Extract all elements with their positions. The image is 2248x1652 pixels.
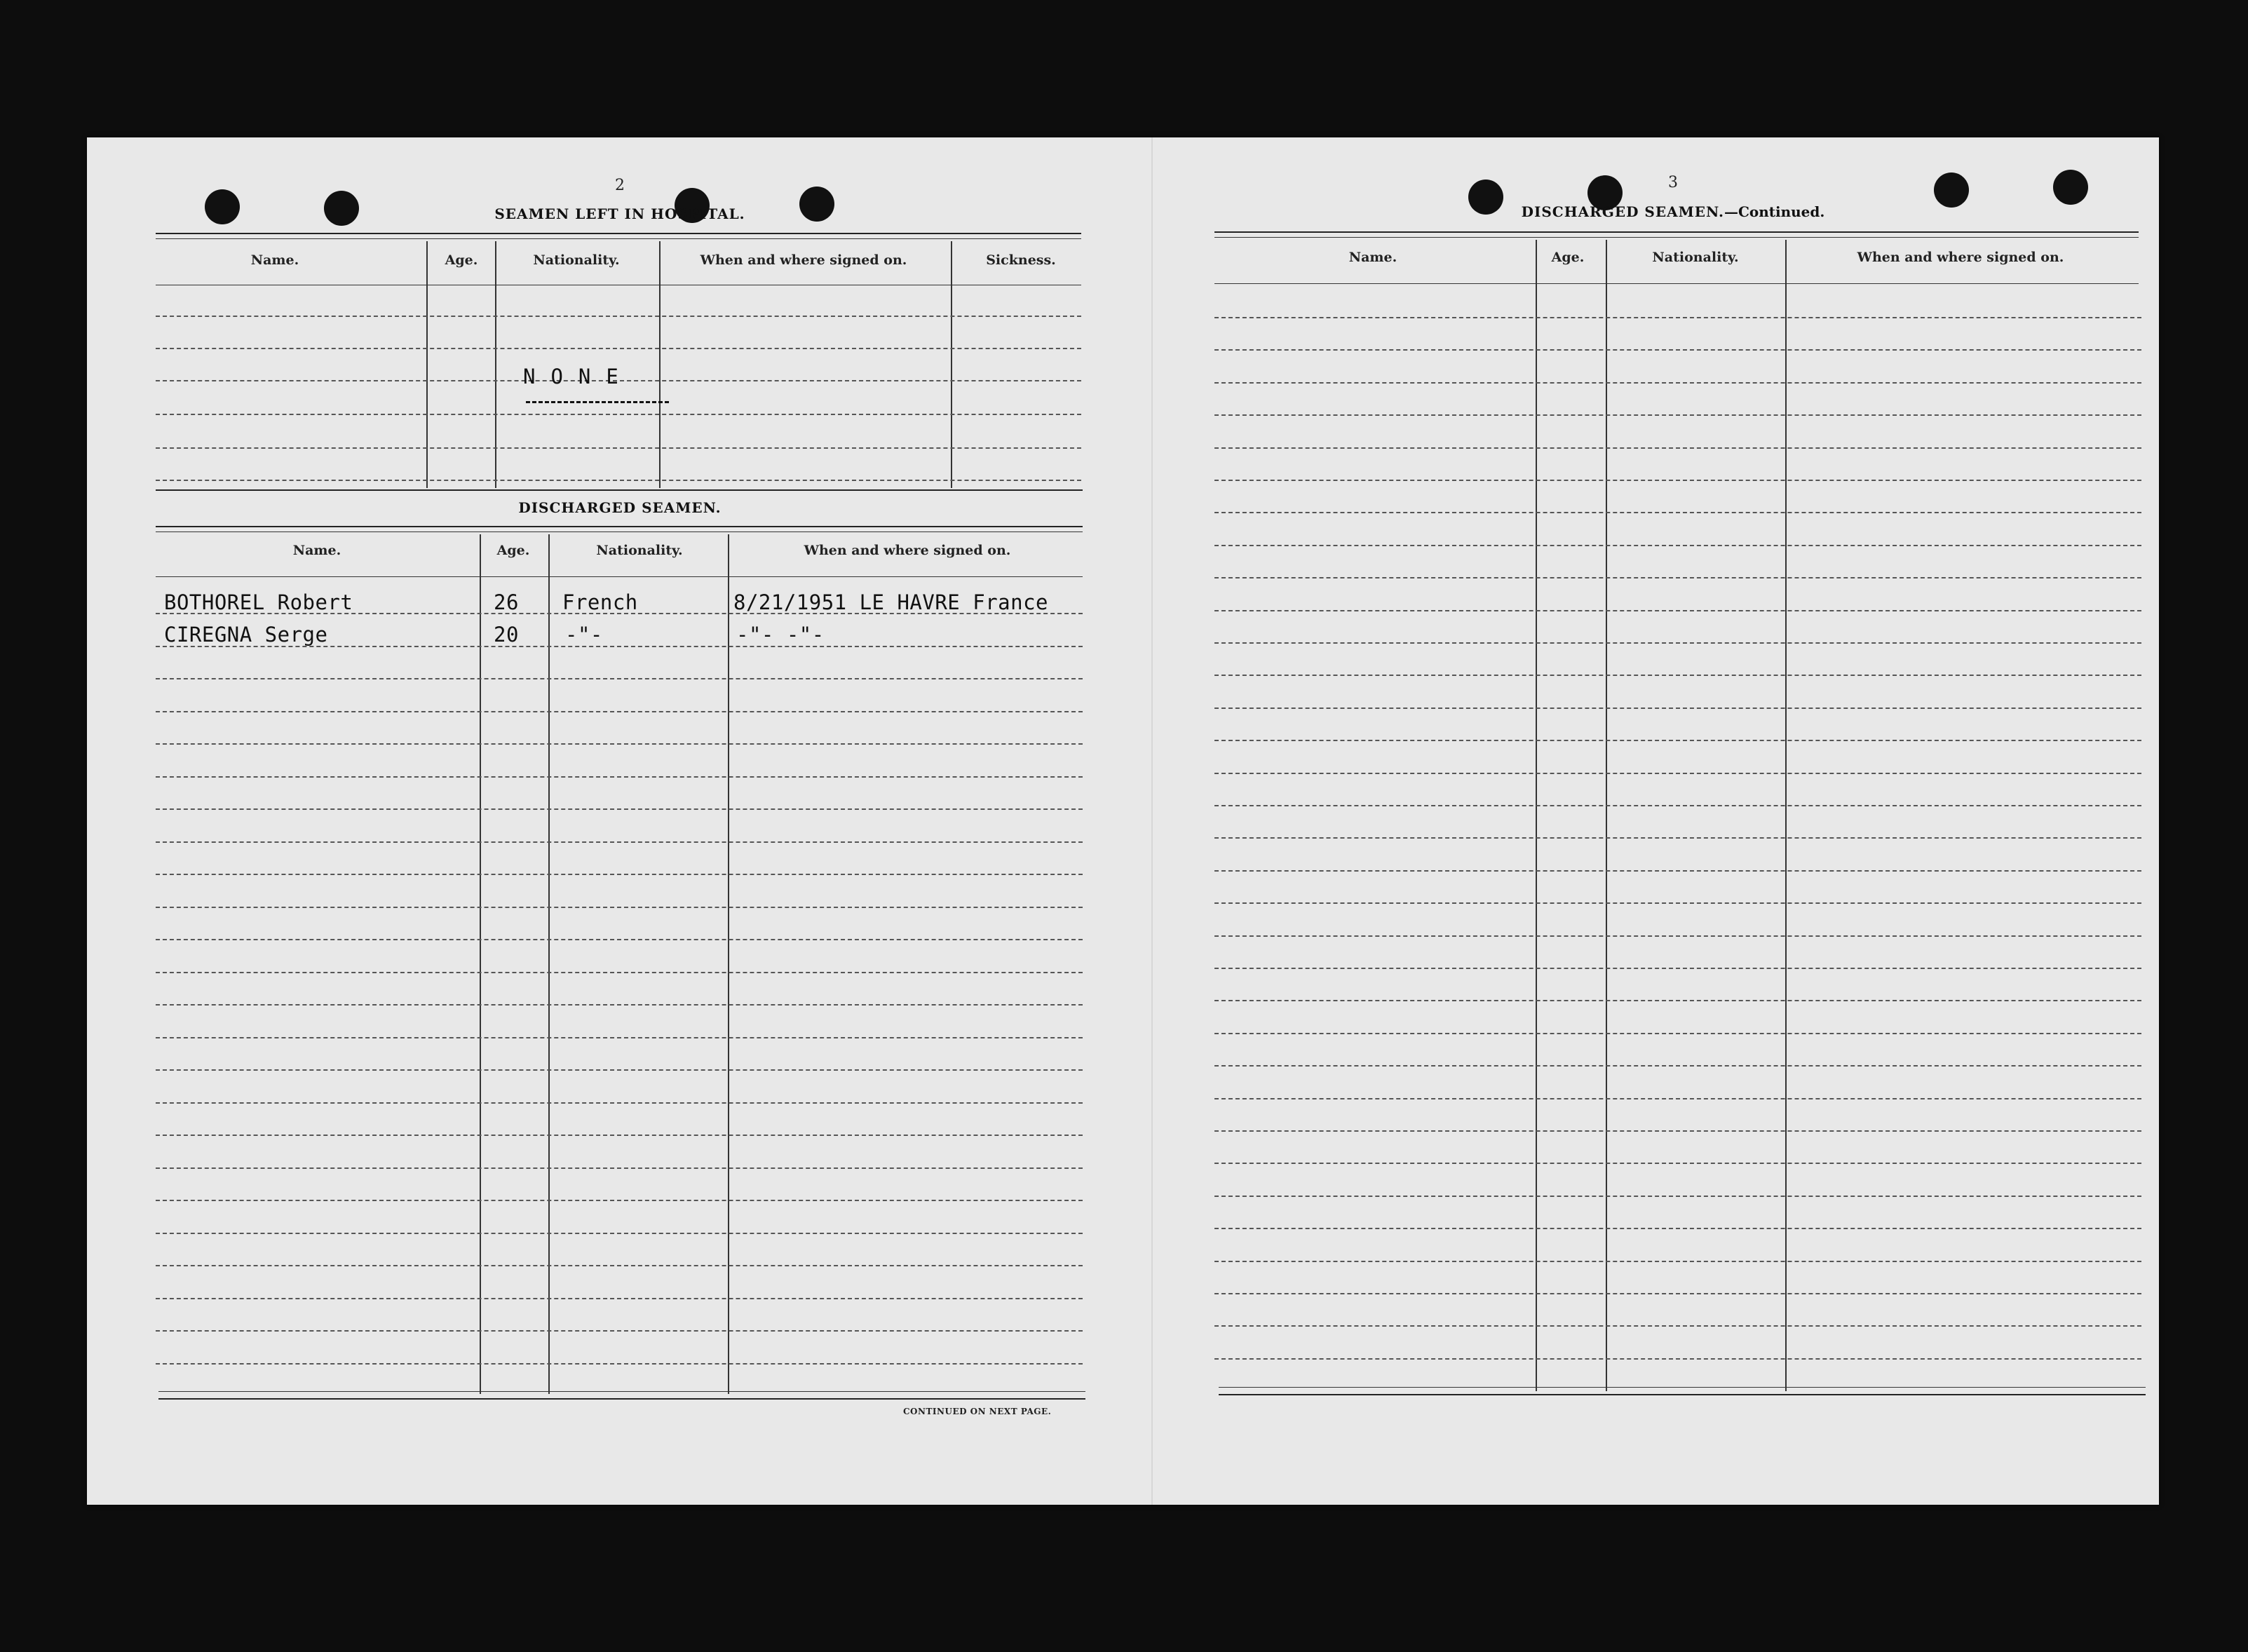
ruled-line (1214, 414, 2141, 416)
ruled-line (1214, 707, 2141, 709)
discharged-col-signed-on: When and where signed on. (804, 543, 1011, 558)
ruled-line (1214, 837, 2141, 839)
section-rule (156, 526, 1083, 527)
ruled-line (1214, 480, 2141, 481)
header-rule (156, 238, 1081, 239)
punch-hole (2053, 170, 2088, 205)
ruled-line (156, 808, 1083, 810)
ruled-line (1214, 317, 2141, 318)
right-header-underline (1214, 283, 2139, 284)
punch-hole (1468, 180, 1503, 215)
discharged-row-signed-on: -"- -"- (736, 623, 825, 646)
ruled-line (1214, 447, 2141, 449)
hospital-row-line (156, 414, 1081, 415)
hospital-section-title: SEAMEN LEFT IN HOSPITAL. (494, 205, 745, 222)
hospital-col-divider (659, 241, 661, 488)
ruled-line (156, 1363, 1083, 1365)
ruled-line (1214, 545, 2141, 546)
ruled-line (156, 776, 1083, 778)
ruled-line (1214, 1098, 2141, 1099)
ruled-line (156, 1330, 1083, 1332)
ruled-line (156, 907, 1083, 908)
punch-hole (324, 191, 359, 226)
ruled-line (156, 972, 1083, 973)
right-page-number: 3 (1668, 174, 1678, 191)
ruled-line (156, 1233, 1083, 1234)
ruled-line (1214, 968, 2141, 969)
ruled-line (1214, 935, 2141, 937)
ruled-line (1214, 740, 2141, 741)
right-col-divider (1536, 240, 1537, 1391)
ruled-line (156, 613, 1083, 614)
right-col-divider (1785, 240, 1787, 1391)
right-title-suffix: —Continued. (1724, 203, 1825, 220)
discharged-row-signed-on: 8/21/1951 LE HAVRE France (733, 590, 1048, 614)
left-page-number: 2 (615, 177, 625, 194)
ruled-line (156, 841, 1083, 843)
ruled-line (1214, 1228, 2141, 1229)
ruled-line (156, 1102, 1083, 1104)
punch-hole (799, 187, 834, 222)
hospital-row-line (156, 447, 1081, 449)
ruled-line (1214, 1325, 2141, 1327)
ruled-line (1214, 577, 2141, 578)
continued-note: CONTINUED ON NEXT PAGE. (903, 1407, 1052, 1416)
right-section-title (1522, 203, 1825, 220)
ruled-line (1214, 642, 2141, 644)
ruled-line (156, 1037, 1083, 1038)
hospital-col-name: Name. (250, 252, 299, 268)
none-underline (526, 401, 669, 403)
discharged-row-nationality: -"- (565, 623, 603, 646)
discharged-row-nationality: French (562, 590, 638, 614)
right-title-text: DISCHARGED SEAMEN. (1521, 203, 1724, 220)
ruled-line (1214, 349, 2141, 351)
ruled-line (1214, 1000, 2141, 1001)
discharged-col-nationality: Nationality. (596, 543, 683, 558)
hospital-col-divider (426, 241, 428, 488)
ruled-line (1214, 805, 2141, 806)
ruled-line (156, 874, 1083, 875)
bottom-rule (158, 1398, 1085, 1400)
ruled-line (156, 1135, 1083, 1136)
hospital-row-line (156, 348, 1081, 349)
document-sheet (87, 137, 2159, 1505)
ruled-line (156, 1069, 1083, 1071)
bottom-rule (158, 1391, 1085, 1392)
page-fold (1151, 137, 1153, 1505)
hospital-none-entry: NONE (523, 365, 634, 388)
discharged-col-age: Age. (496, 543, 530, 558)
right-col-name: Name. (1348, 250, 1397, 265)
header-rule (156, 233, 1081, 234)
hospital-col-sickness: Sickness. (986, 252, 1056, 268)
hospital-col-divider (951, 241, 952, 488)
ruled-line (156, 939, 1083, 940)
punch-hole (1934, 172, 1969, 208)
discharged-row-name: BOTHOREL Robert (164, 590, 353, 614)
bottom-rule (1219, 1394, 2146, 1395)
ruled-line (156, 646, 1083, 647)
ruled-line (156, 1200, 1083, 1201)
punch-hole (205, 189, 240, 224)
right-col-divider (1606, 240, 1607, 1391)
hospital-col-age: Age. (445, 252, 478, 268)
ruled-line (1214, 1261, 2141, 1262)
discharged-row-age: 26 (494, 590, 519, 614)
ruled-line (1214, 382, 2141, 384)
ruled-line (156, 1298, 1083, 1299)
hospital-col-nationality: Nationality. (533, 252, 620, 268)
right-col-age: Age. (1551, 250, 1585, 265)
ruled-line (156, 1265, 1083, 1266)
discharged-row-age: 20 (494, 623, 519, 646)
bottom-rule (1219, 1387, 2146, 1388)
ruled-line (1214, 675, 2141, 676)
ruled-line (1214, 1033, 2141, 1034)
ruled-line (1214, 773, 2141, 774)
ruled-line (1214, 870, 2141, 872)
ruled-line (156, 678, 1083, 679)
ruled-line (1214, 512, 2141, 513)
ruled-line (156, 1004, 1083, 1006)
ruled-line (156, 711, 1083, 712)
hospital-row-line (156, 316, 1081, 317)
discharged-header-underline (156, 576, 1083, 577)
discharged-col-name: Name. (292, 543, 341, 558)
section-rule (156, 489, 1083, 491)
ruled-line (1214, 1163, 2141, 1164)
ruled-line (156, 1167, 1083, 1169)
right-col-signed-on: When and where signed on. (1857, 250, 2064, 265)
ruled-line (1214, 1293, 2141, 1294)
right-col-nationality: Nationality. (1652, 250, 1739, 265)
ruled-line (1214, 610, 2141, 611)
discharged-section-title: DISCHARGED SEAMEN. (518, 499, 722, 516)
ruled-line (1214, 902, 2141, 904)
ruled-line (1214, 1358, 2141, 1360)
header-rule (1214, 231, 2139, 233)
ruled-line (1214, 1065, 2141, 1067)
ruled-line (1214, 1196, 2141, 1197)
hospital-col-signed-on: When and where signed on. (700, 252, 907, 268)
header-rule (1214, 237, 2139, 238)
ruled-line (156, 743, 1083, 745)
hospital-col-divider (495, 241, 496, 488)
discharged-row-name: CIREGNA Serge (164, 623, 328, 646)
hospital-row-line (156, 480, 1081, 481)
ruled-line (1214, 1130, 2141, 1132)
